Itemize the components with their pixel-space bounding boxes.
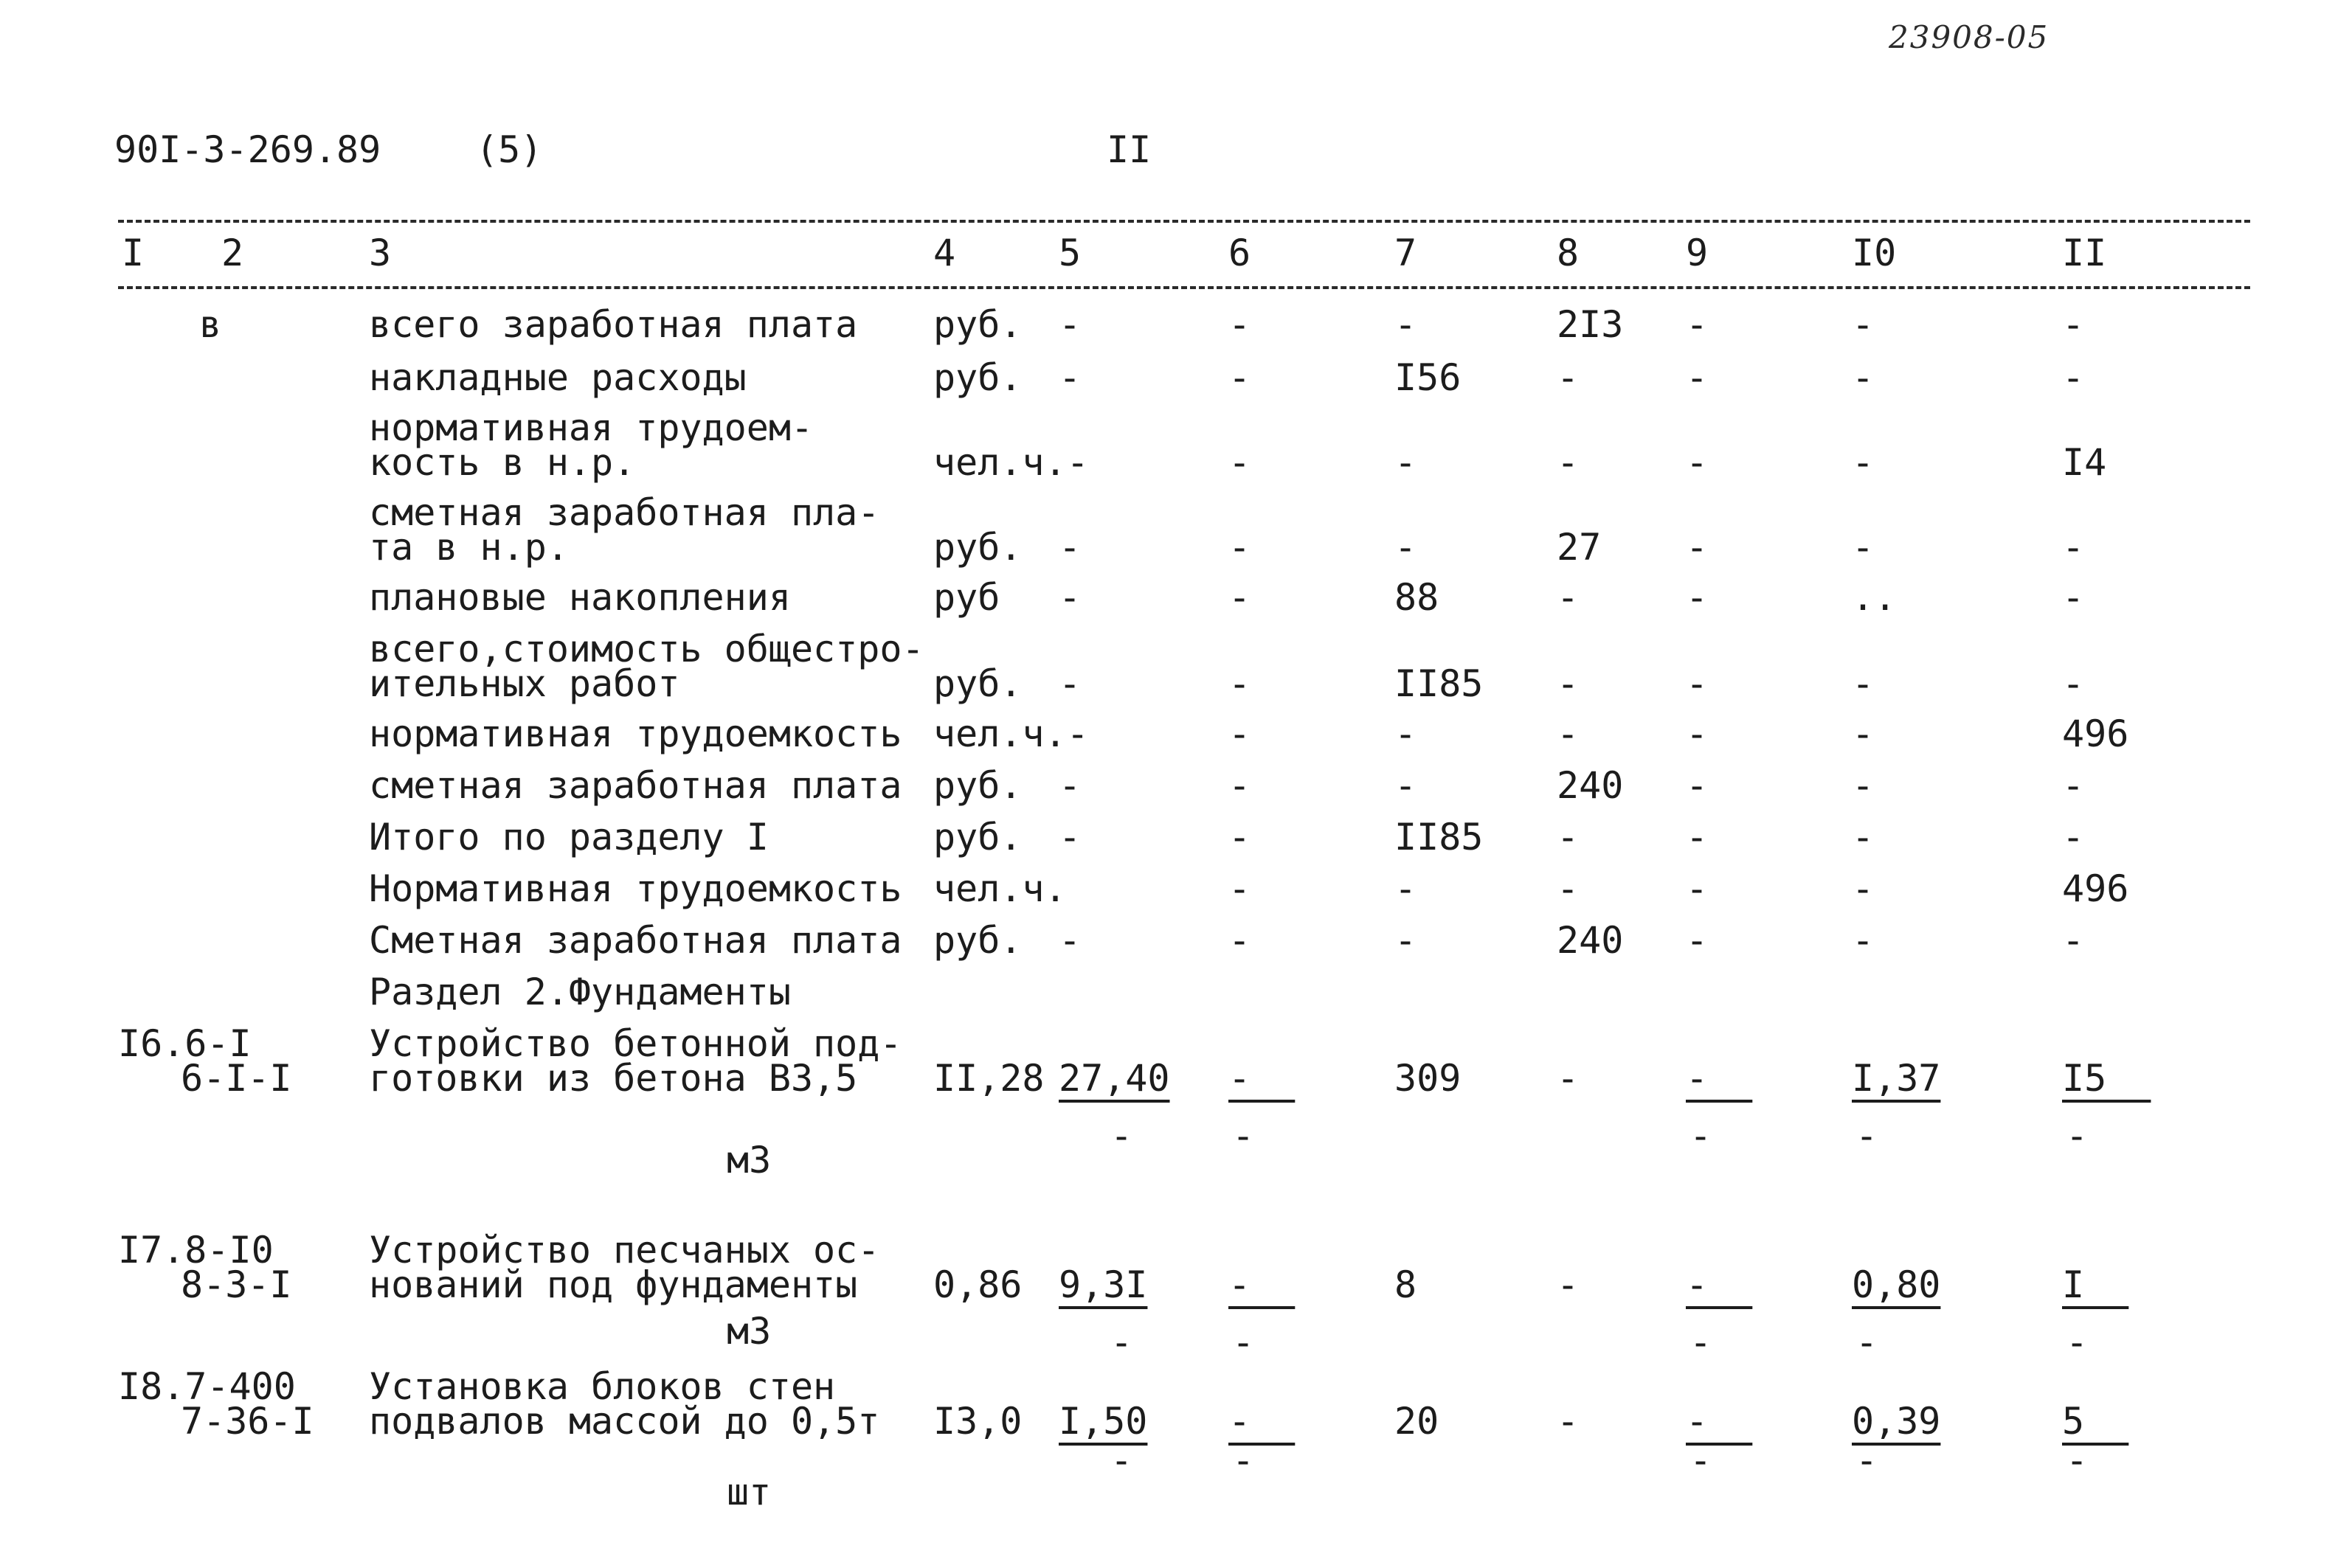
cell-col-7: 20 xyxy=(1394,1400,1439,1443)
row-unit: руб. xyxy=(933,816,1023,858)
cell-col-5: - xyxy=(1059,576,1082,619)
cell-col-9: - xyxy=(1686,441,1709,484)
cell-col-7: - xyxy=(1394,867,1417,910)
cell-col-9: - xyxy=(1686,712,1709,755)
row-unit: руб. xyxy=(933,303,1023,346)
cell-col-6: - xyxy=(1228,576,1251,619)
cell-col-10: - xyxy=(1852,867,1875,910)
cell-col-9: - xyxy=(1686,816,1709,858)
sub-col-5: - xyxy=(1110,1321,1133,1364)
row-description: сметная заработная пла- xyxy=(369,491,880,534)
cell-col-11: - xyxy=(2062,356,2085,399)
cell-col-7: - xyxy=(1394,303,1417,346)
cell-col-7: II85 xyxy=(1394,662,1484,705)
column-header-4: 4 xyxy=(933,232,956,274)
column-header-6: 6 xyxy=(1228,232,1251,274)
column-header-1: I xyxy=(122,232,145,274)
cell-col-6: - xyxy=(1228,662,1251,705)
cell-col-7: - xyxy=(1394,441,1417,484)
item-description: нований под фундаменты xyxy=(369,1263,858,1306)
item-unit: м3 xyxy=(727,1310,772,1353)
item-description: Устройство песчаных ос- xyxy=(369,1229,880,1272)
cell-col-8: 2I3 xyxy=(1557,303,1624,346)
sub-col-10: - xyxy=(1855,1114,1878,1157)
cell-col-10: - xyxy=(1852,441,1875,484)
cell-col-8: - xyxy=(1557,1400,1580,1443)
cell-col-9: - xyxy=(1686,356,1709,399)
row-unit: руб. xyxy=(933,356,1023,399)
cell-col-11: 496 xyxy=(2062,867,2129,910)
sub-col-6: - xyxy=(1232,1321,1255,1364)
row-description: накладные расходы xyxy=(369,356,747,399)
cell-col-7: II85 xyxy=(1394,816,1484,858)
cell-col-8: - xyxy=(1557,816,1580,858)
cell-col-9: - xyxy=(1686,576,1709,619)
item-code: 6-I-I xyxy=(181,1057,292,1100)
cell-col-10: - xyxy=(1852,303,1875,346)
column-header-11: II xyxy=(2062,232,2107,274)
cell-col-10: I,37 xyxy=(1852,1057,1941,1100)
row-unit: чел.ч.- xyxy=(933,441,1089,484)
cell-col-9: - xyxy=(1686,1400,1753,1443)
cell-col-11: - xyxy=(2062,662,2085,705)
row-description: та в н.р. xyxy=(369,526,569,569)
cell-col-5: - xyxy=(1059,919,1082,962)
row-description: Сметная заработная плата xyxy=(369,919,902,962)
cell-col-6: - xyxy=(1228,1400,1296,1443)
cell-col-11: I5 xyxy=(2062,1057,2151,1100)
cell-col-8: - xyxy=(1557,867,1580,910)
sub-col-9: - xyxy=(1689,1439,1712,1482)
cell-col-6: - xyxy=(1228,764,1251,807)
archive-stamp: 23908-05 xyxy=(1889,19,2050,55)
cell-col-9: - xyxy=(1686,303,1709,346)
row-unit: чел.ч. xyxy=(933,867,1067,910)
column-header-10: I0 xyxy=(1852,232,1897,274)
cell-col-10: 0,39 xyxy=(1852,1400,1941,1443)
cell-col-7: 309 xyxy=(1394,1057,1462,1100)
cell-col-4: I3,0 xyxy=(933,1400,1023,1443)
cell-col-7: - xyxy=(1394,764,1417,807)
cell-col-5: - xyxy=(1059,526,1082,569)
cell-col-4: II,28 xyxy=(933,1057,1045,1100)
row-unit: руб xyxy=(933,576,1000,619)
cell-col-9: - xyxy=(1686,526,1709,569)
cell-col-7: 8 xyxy=(1394,1263,1417,1306)
sub-col-6: - xyxy=(1232,1439,1255,1482)
cell-col-9: - xyxy=(1686,1057,1753,1100)
sub-col-9: - xyxy=(1689,1321,1712,1364)
cell-col-11: - xyxy=(2062,919,2085,962)
cell-col-6: - xyxy=(1228,712,1251,755)
item-description: подвалов массой до 0,5т xyxy=(369,1400,880,1443)
cell-col-10: 0,80 xyxy=(1852,1263,1941,1306)
item-number: I7.8-I0 xyxy=(118,1229,274,1272)
item-description: готовки из бетона В3,5 xyxy=(369,1057,858,1100)
page-number: II xyxy=(1107,128,1152,171)
cell-col-11: 496 xyxy=(2062,712,2129,755)
row-description: Итого по разделу I xyxy=(369,816,769,858)
cell-col-8: - xyxy=(1557,662,1580,705)
cell-col-8: 240 xyxy=(1557,919,1624,962)
row-description: всего заработная плата xyxy=(369,303,858,346)
cell-col-11: I4 xyxy=(2062,441,2107,484)
doc-code: 90I-3-269.89 xyxy=(114,128,381,171)
cell-col-7: - xyxy=(1394,919,1417,962)
cell-col-10: - xyxy=(1852,712,1875,755)
column-header-5: 5 xyxy=(1059,232,1082,274)
cell-col-11: I xyxy=(2062,1263,2129,1306)
item-unit: м3 xyxy=(727,1139,772,1182)
cell-col-10: - xyxy=(1852,919,1875,962)
cell-col-7: I56 xyxy=(1394,356,1462,399)
row-description: кость в н.р. xyxy=(369,441,636,484)
cell-col-9: - xyxy=(1686,662,1709,705)
row-unit: руб. xyxy=(933,919,1023,962)
cell-col-8: - xyxy=(1557,356,1580,399)
column-header-2: 2 xyxy=(221,232,244,274)
sub-col-6: - xyxy=(1232,1114,1255,1157)
column-header-3: 3 xyxy=(369,232,392,274)
column-header-8: 8 xyxy=(1557,232,1580,274)
row-description: плановые накопления xyxy=(369,576,791,619)
row-unit: руб. xyxy=(933,764,1023,807)
sub-col-11: - xyxy=(2066,1439,2089,1482)
cell-col-5: 9,3I xyxy=(1059,1263,1148,1306)
cell-col-9: - xyxy=(1686,764,1709,807)
cell-col-4: 0,86 xyxy=(933,1263,1023,1306)
cell-col-7: - xyxy=(1394,712,1417,755)
cell-col-6: - xyxy=(1228,356,1251,399)
sub-col-9: - xyxy=(1689,1114,1712,1157)
cell-col-5: - xyxy=(1059,662,1082,705)
cell-col-5: - xyxy=(1059,764,1082,807)
row-unit: чел.ч.- xyxy=(933,712,1089,755)
cell-col-11: - xyxy=(2062,816,2085,858)
item-number: I8.7-400 xyxy=(118,1365,296,1408)
cell-col-11: 5 xyxy=(2062,1400,2129,1443)
sub-col-10: - xyxy=(1855,1439,1878,1482)
cell-col-8: - xyxy=(1557,712,1580,755)
cell-col-10: - xyxy=(1852,662,1875,705)
sub-col-5: - xyxy=(1110,1114,1133,1157)
cell-col-6: - xyxy=(1228,919,1251,962)
cell-col-10: - xyxy=(1852,356,1875,399)
cell-col-8: - xyxy=(1557,1263,1580,1306)
cell-col-8: - xyxy=(1557,576,1580,619)
cell-col-11: - xyxy=(2062,303,2085,346)
cell-col-9: - xyxy=(1686,867,1709,910)
row-description: ительных работ xyxy=(369,662,680,705)
header-rule-top xyxy=(118,220,2250,223)
cell-col-7: - xyxy=(1394,526,1417,569)
row-description: всего,стоимость общестро- xyxy=(369,628,924,670)
cell-col-6: - xyxy=(1228,526,1251,569)
sub-col-11: - xyxy=(2066,1114,2089,1157)
column-header-9: 9 xyxy=(1686,232,1709,274)
cell-col-9: - xyxy=(1686,919,1709,962)
cell-col-5: - xyxy=(1059,303,1082,346)
cell-col-11: - xyxy=(2062,576,2085,619)
doc-part: (5) xyxy=(476,128,543,171)
cell-col-10: - xyxy=(1852,526,1875,569)
row-description: Нормативная трудоемкость xyxy=(369,867,902,910)
cell-col-6: - xyxy=(1228,1057,1296,1100)
cell-col-11: - xyxy=(2062,526,2085,569)
row-marker: в xyxy=(199,303,222,346)
header-rule-bottom xyxy=(118,286,2250,289)
cell-col-9: - xyxy=(1686,1263,1753,1306)
cell-col-10: .. xyxy=(1852,576,1897,619)
cell-col-6: - xyxy=(1228,303,1251,346)
cell-col-11: - xyxy=(2062,764,2085,807)
item-description: Устройство бетонной под- xyxy=(369,1022,902,1065)
cell-col-10: - xyxy=(1852,816,1875,858)
section-title: Раздел 2.Фундаменты xyxy=(369,971,791,1013)
row-description: нормативная трудоемкость xyxy=(369,712,902,755)
cell-col-6: - xyxy=(1228,816,1251,858)
cell-col-8: 27 xyxy=(1557,526,1602,569)
cell-col-10: - xyxy=(1852,764,1875,807)
cell-col-5: I,50 xyxy=(1059,1400,1148,1443)
sub-col-5: - xyxy=(1110,1439,1133,1482)
cell-col-8: 240 xyxy=(1557,764,1624,807)
cell-col-5: 27,40 xyxy=(1059,1057,1170,1100)
cell-col-5: - xyxy=(1059,356,1082,399)
item-unit: шт xyxy=(727,1471,772,1513)
cell-col-8: - xyxy=(1557,1057,1580,1100)
row-description: сметная заработная плата xyxy=(369,764,902,807)
sub-col-11: - xyxy=(2066,1321,2089,1364)
cell-col-6: - xyxy=(1228,441,1251,484)
row-description: нормативная трудоем- xyxy=(369,406,814,449)
cell-col-6: - xyxy=(1228,867,1251,910)
item-description: Установка блоков стен xyxy=(369,1365,836,1408)
row-unit: руб. xyxy=(933,662,1023,705)
item-code: 7-36-I xyxy=(181,1400,314,1443)
cell-col-7: 88 xyxy=(1394,576,1439,619)
column-header-7: 7 xyxy=(1394,232,1417,274)
cell-col-5: - xyxy=(1059,816,1082,858)
cell-col-8: - xyxy=(1557,441,1580,484)
cell-col-6: - xyxy=(1228,1263,1296,1306)
sub-col-10: - xyxy=(1855,1321,1878,1364)
item-code: 8-3-I xyxy=(181,1263,292,1306)
row-unit: руб. xyxy=(933,526,1023,569)
item-number: I6.6-I xyxy=(118,1022,252,1065)
